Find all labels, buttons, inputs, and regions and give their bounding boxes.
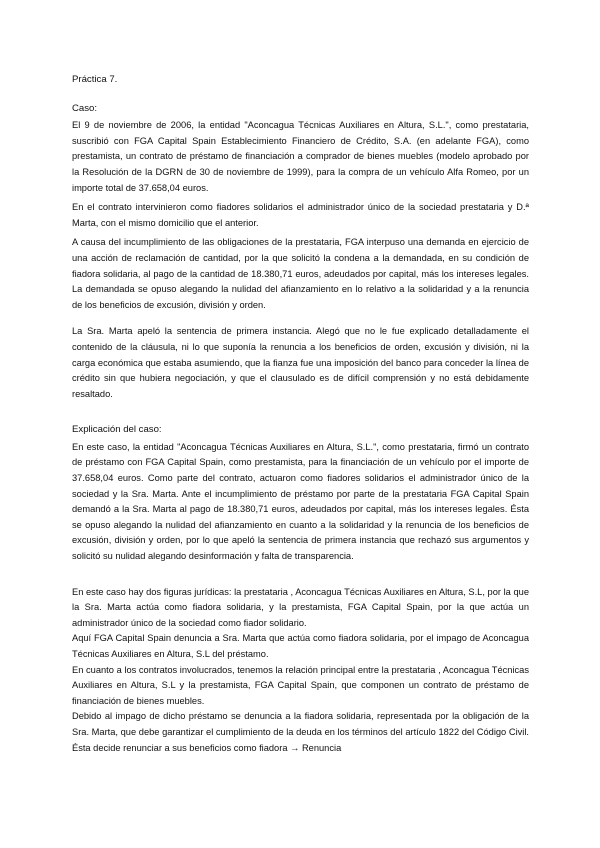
case-paragraph: A causa del incumplimiento de las obligaciones de la prestataria, FGA interpuso una demanda en ejercicio de una acción de reclamación de cantidad, por la que solicitó la condena a la demandada, en su condición de fiadora solidaria, al pago de la cantidad de 18.380,71 euros, adeudados por capital, más los intereses legales. La demandada se opuso alegando la nulidad del afianzamiento en lo relativo a la solidaridad y a la renuncia de los beneficios de excusión, división y orden. (72, 237, 529, 310)
document-page (72, 72, 529, 756)
case-heading: Caso: (72, 102, 98, 114)
explanation-paragraph: Debido al impago de dicho préstamo se denuncia a la fiadora solidaria, representada por la obligación de la Sra. Marta, que debe garantizar el cumplimiento de la deuda en los términos del artículo 1822 del Código Civil. Ésta decide renunciar a sus beneficios como fiadora → Renuncia (72, 711, 529, 753)
explanation-paragraph: En este caso, la entidad "Aconcagua Técnicas Auxiliares en Altura, S.L.", como prestataria, firmó un contrato de préstamo con FGA Capital Spain, como prestamista, para la financiación de un vehículo por el importe de 37.658,04 euros. Como parte del contrato, actuaron como fiadores solidarios el administrador único de la sociedad y la Sra. Marta. Ante el incumplimiento de préstamo por parte de la prestataria FGA Capital Spain demandó a la Sra. Marta al pago de 18.380,71 euros, adeudados por capital, más los intereses legales. Ésta se opuso alegando la nulidad del afianzamiento en cuanto a la solidaridad y la renuncia de los beneficios de excusión, división y orden, por lo que apeló la sentencia de primera instancia que rechazó sus argumentos y solicitó su nulidad alegando desinformación y falta de transparencia. (72, 441, 529, 562)
explanation-paragraph: En este caso hay dos figuras jurídicas: la prestataria , Aconcagua Técnicas Auxiliares en Altura, S.L, por la que la Sra. Marta actúa como fiadora solidaria, y la prestamista, FGA Capital Spain, por la que actúa un administrador único de la sociedad como fiador solidario. (72, 586, 529, 628)
explanation-paragraph: En cuanto a los contratos involucrados, tenemos la relación principal entre la prestataria , Aconcagua Técnicas Auxiliares en Altura, S.L y la prestamista, FGA Capital Spain, que componen un contrato de préstamo de financiación de bienes muebles. (72, 664, 529, 706)
case-paragraph: El 9 de noviembre de 2006, la entidad "Aconcagua Técnicas Auxiliares en Altura, S.L.", como prestataria, suscribió con FGA Capital Spain Establecimiento Financiero de Crédito, S.A. (en adelante FGA), como prestamista, un contrato de préstamo de financiación a comprador de bienes muebles (modelo aprobado por la Resolución de la DGRN de 30 de noviembre de 1999), para la compra de un vehículo Alfa Romeo, por un importe total de 37.658,04 euros. (72, 120, 529, 193)
case-paragraph: En el contrato intervinieron como fiadores solidarios el administrador único de la sociedad prestataria y D.ª Marta, con el mismo domicilio que el anterior. (72, 202, 529, 228)
explanation-paragraph: Aquí FGA Capital Spain denuncia a Sra. Marta que actúa como fiadora solidaria, por el impago de Aconcagua Técnicas Auxiliares en Altura, S.L del préstamo. (72, 633, 529, 659)
document-title: Práctica 7. (72, 74, 118, 85)
explanation-heading: Explicación del caso: (72, 424, 162, 436)
case-paragraph: La Sra. Marta apeló la sentencia de primera instancia. Alegó que no le fue explicado detalladamente el contenido de la cláusula, ni lo que suponía la renuncia a los beneficios de orden, excusión y división, ni la carga económica que estaba asumiendo, que la fianza fue una imposición del banco para conceder la línea de crédito sin que hubiera negociación, y que el clausulado es de difícil comprensión y no está debidamente resaltado. (72, 326, 529, 399)
